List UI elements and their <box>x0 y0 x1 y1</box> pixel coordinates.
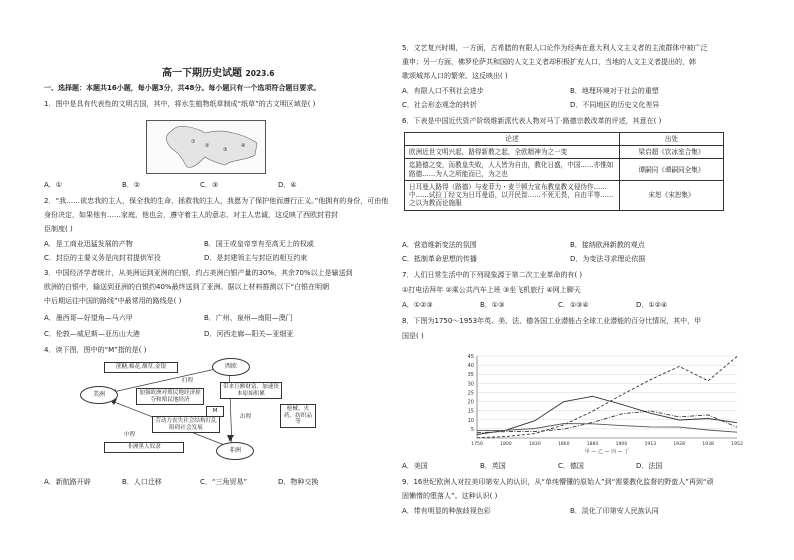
y-tick-label: 15 <box>467 408 474 415</box>
x-tick-label: 1860 <box>557 442 570 447</box>
q1-option-d: D．④ <box>278 181 297 189</box>
q9-line-2: 固懒惰的堕落人”。这种认识( ) <box>402 492 498 500</box>
y-tick-label: 35 <box>467 372 474 379</box>
table-cell-text: 欧洲近世文明兴起，路得新教之起，全欧精神为之一变 <box>405 146 620 159</box>
q6-option-a: A．营造维新变法的氛围 <box>402 241 477 249</box>
industrial-potential-line-chart <box>455 350 745 455</box>
q8-line-2: 国是( ) <box>402 332 424 340</box>
x-tick-label: 1900 <box>615 442 628 447</box>
q7-stem: 7．人们日常生活中的下列现象源于第二次工业革命的有( ) <box>402 271 583 279</box>
x-tick-label: 1913 <box>644 442 657 447</box>
q6-option-c: C．抵制革命思想的传播 <box>402 255 477 263</box>
x-tick-label: 1938 <box>702 442 714 447</box>
table-row <box>405 159 724 180</box>
table-cell-source: 谭嗣同《谭嗣同全集》 <box>620 159 724 180</box>
q1-option-c: C．③ <box>200 181 219 189</box>
q2-line-3: 臣制度( ) <box>44 225 73 233</box>
q3-line-2: 欧洲的白银中，输送到亚洲的白银约40%最终送到了亚洲。据以上材料推测以下“白银在明朝 <box>44 283 330 291</box>
y-tick-label: 25 <box>467 390 474 397</box>
label-return: 归程 <box>182 378 194 384</box>
series-line-3 <box>477 424 737 433</box>
q8-option-a: A．美国 <box>402 462 428 470</box>
label-effect1: 带来巨额财富，加速资本原始积累 <box>220 382 282 399</box>
y-tick-label: 10 <box>467 417 474 424</box>
q1-option-b: B．② <box>122 181 141 189</box>
label-goods: 蔗糖,棉花,烟草,金银 <box>104 362 178 373</box>
q3-line-1: 3．中国经济学者统计，从美洲运到亚洲的白银，约占美洲白银产量的30%，其余70%以上是输送到 <box>44 269 353 277</box>
y-tick-label: 5 <box>470 426 474 433</box>
q3-option-d: D．河西走廊—阳关—亚细亚 <box>204 330 294 338</box>
q3-line-3: 中后期运往中国的路线”中最常用的路线是( ) <box>44 297 182 305</box>
table-cell-source: 宋恕《宋恕集》 <box>620 180 724 210</box>
q8-option-d: D．法国 <box>636 462 663 470</box>
table-row <box>405 146 724 159</box>
x-tick-label: 1800 <box>500 442 512 447</box>
q2-option-b: B．国王或皇帝享有至高无上的权威 <box>204 240 314 248</box>
x-tick-label: 1953 <box>731 442 743 447</box>
table-cell-source: 梁启超《饮冰室合集》 <box>620 146 724 159</box>
q5-line-2: 重申；另一方面，佛罗伦萨共和国的人文主义者却积极扩充人口，当地的人文主义者提出的，韩 <box>402 58 696 66</box>
x-tick-label: 1750 <box>471 442 483 447</box>
q7-option-a: A．①②③ <box>402 301 433 309</box>
node-africa: 非洲 <box>216 442 254 460</box>
node-europe: 西欧 <box>212 358 250 376</box>
x-tick-label: 1830 <box>528 442 541 447</box>
x-tick-label: 1880 <box>586 442 599 447</box>
q7-option-d: D．①②④ <box>636 301 668 309</box>
q5-option-c: C．社会形态观念的转折 <box>402 101 477 109</box>
q4-option-d: D．物种交换 <box>278 478 319 486</box>
q4-option-c: C．“三角贸易” <box>200 478 248 486</box>
q5-option-a: A．有限人口不利社会进步 <box>402 87 484 95</box>
triangle-trade-diagram <box>64 358 354 468</box>
label-slaves: 非洲黑人奴隶 <box>104 442 184 453</box>
table-header-statement: 论述 <box>405 133 620 146</box>
q3-option-c: C．伦敦—威尼斯—亚历山大港 <box>44 330 140 338</box>
q5-line-1: 5．文艺复兴时期，一方面，古希腊的有限人口论作为经典在意大利人文主义者的主流群体中被广泛 <box>402 44 708 52</box>
q7-option-c: C．①③④ <box>558 301 589 309</box>
q2-option-a: A．是工商业迅猛发展的产物 <box>44 240 133 248</box>
label-effect2: 加强欧洲对殖民地经济掠夺和殖民地经济 <box>136 388 204 405</box>
q5-line-3: 歌颂城邦人口的繁荣。这反映出( ) <box>402 72 508 80</box>
q3-option-b: B．广州、泉州—南阳—澳门 <box>204 314 293 322</box>
series-line-0 <box>477 357 737 438</box>
q9-option-a: A．带有明显的种族歧视色彩 <box>402 507 491 515</box>
q7-option-b: B．①③ <box>480 301 505 309</box>
y-tick-label: 40 <box>467 363 474 370</box>
table-cell-text: 日耳曼人路得（路德）与麦菲力・麦兰顿力宣布教皇教义侵伪作……中……试拉丁经文为日耳曼语，以开民智……不死无畏，自由平等……之以为教而论施服 <box>405 180 620 210</box>
svg-text:③: ③ <box>223 147 228 153</box>
label-m: M <box>206 406 224 417</box>
page-title: 高一下期历史试题 2023.6 <box>162 68 275 79</box>
q6-table <box>404 132 724 211</box>
q4-option-b: B．人口迁移 <box>122 478 162 486</box>
q9-line-1: 9．16世纪欧洲人对拉美印第安人的认识，从“单纯懵懂的原始人”到“需要教化监督的野蛮人”再到“顽 <box>402 478 714 486</box>
section-heading: 一、选择题：本题共16小题，每小题3分，共48分。每小题只有一个选项符合题目要求。 <box>44 84 321 92</box>
q5-option-b: B．地理环境对于社会的重塑 <box>570 87 659 95</box>
svg-text:①: ① <box>191 139 196 145</box>
q2-option-c: C．封臣的主要义务是向封君提供军役 <box>44 254 161 262</box>
q2-line-2: 身份决定，如果他有……家庭，他也会，遵守着主人的意志，对主人忠诚，这反映了西欧封君封 <box>44 211 338 219</box>
q2-option-d: D．是封建领主与封臣的相互约束 <box>204 254 308 262</box>
label-effect3: 劳动力丧失社会结构打乱阻碍社会发展 <box>152 416 220 433</box>
table-row <box>405 180 724 210</box>
q4-stem: 4．读下图，图中的“M”指的是( ) <box>44 346 147 354</box>
q4-option-a: A．新航路开辟 <box>44 478 91 486</box>
y-tick-label: 45 <box>467 354 474 360</box>
q9-option-b: B．淡化了印第安人民族认同 <box>570 507 659 515</box>
q6-option-b: B．接纳欧洲新教的观点 <box>570 241 645 249</box>
q6-stem: 6．下表是中国近代资产阶级维新派代表人物对马丁·路德宗教改革的评述，其意在( ) <box>402 117 662 125</box>
x-tick-label: 1928 <box>673 442 686 447</box>
q8-line-1: 8．下图为1750～1953年英、美、法、德各国工业潜能占全球工业潜能的百分比情况，其中，甲 <box>402 317 702 325</box>
q8-option-b: B．英国 <box>480 462 506 470</box>
label-goods2: 枪械、火药、纺织品等 <box>280 404 316 428</box>
label-outbound: 出程 <box>240 414 252 420</box>
node-america: 美洲 <box>80 386 118 404</box>
q1-stem: 1．图中是具有代表性的文明古国，其中，将水生植物纸草制成“纸草”的古文明区域是( ) <box>44 100 316 108</box>
svg-text:④: ④ <box>241 143 246 149</box>
q1-option-a: A．① <box>44 181 63 189</box>
svg-text:②: ② <box>205 143 210 149</box>
q2-line-1: 2．“我……欲忠我的主人，保全我的生命，拯救我的主人，我愿为了保护他而遵行正义。”他拥有的身份，可由他 <box>44 197 389 205</box>
chart-legend: 甲 — 乙 — 丙 — 丁 <box>584 449 630 455</box>
table-header-source: 出处 <box>620 133 724 146</box>
q3-option-a: A．墨西哥—好望角—马六甲 <box>44 314 133 322</box>
y-tick-label: 30 <box>467 381 474 388</box>
label-middle: 中程 <box>124 432 136 438</box>
ancient-civilizations-map <box>146 120 266 174</box>
q8-option-c: C．德国 <box>558 462 584 470</box>
q7-items: ①打电话拜年 ②乘公共汽车上班 ③坐飞机旅行 ④网上聊天 <box>402 286 581 294</box>
q6-option-d: D．为变法寻求理论依据 <box>570 255 646 263</box>
q5-option-d: D．不同地区的历史文化差异 <box>570 101 660 109</box>
table-cell-text: 迄路德之变，而教皇失败，人人皆为自由，教化日盛，中国……亦惟如路德……为人之所能而已，为之也 <box>405 159 620 180</box>
y-tick-label: 20 <box>467 399 474 406</box>
